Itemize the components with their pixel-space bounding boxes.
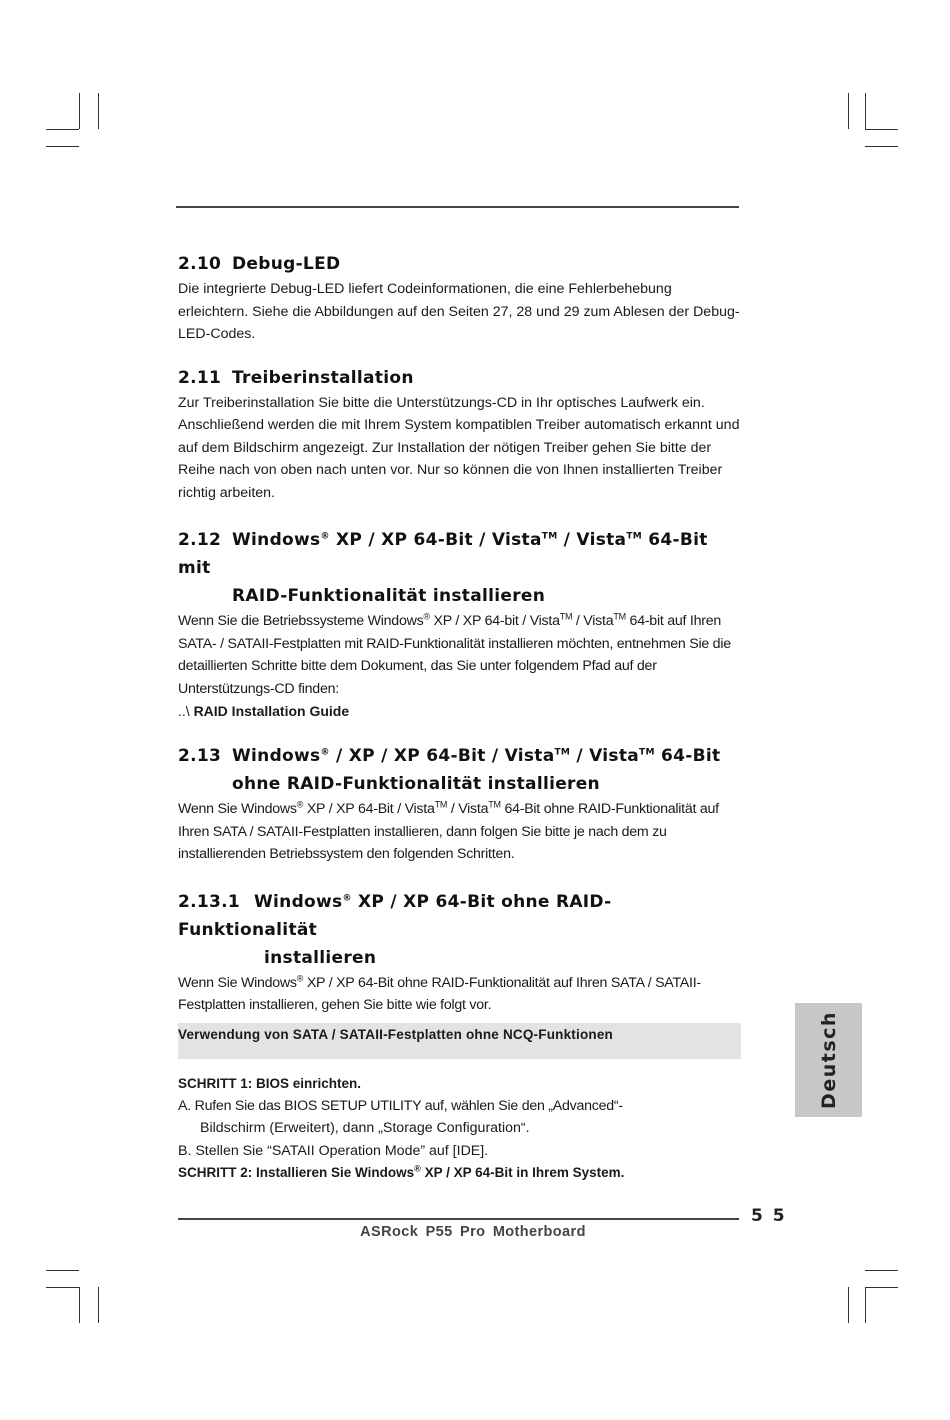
- step-text: SCHRITT 2: Installieren Sie Windows: [178, 1165, 415, 1180]
- ncq-note-box: Verwendung von SATA / SATAII-Festplatten ohne NCQ-Funktionen: [178, 1023, 741, 1059]
- crop-mark: [46, 1287, 79, 1288]
- trademark: TM: [541, 531, 558, 542]
- language-tab-label: Deutsch: [817, 1011, 840, 1109]
- registered-mark: ®: [423, 611, 430, 622]
- step-1-heading: SCHRITT 1: BIOS einrichten.: [178, 1075, 362, 1091]
- trademark: TM: [434, 799, 448, 810]
- heading-text: XP / XP 64-Bit / Vista: [329, 530, 542, 550]
- crop-mark: [46, 1270, 79, 1271]
- heading-text: Windows: [232, 746, 321, 766]
- footer-title: ASRock P55 Pro Motherboard: [360, 1224, 586, 1240]
- body-text: Wenn Sie Windows: [178, 974, 297, 991]
- section-heading-driver-install: [178, 364, 741, 392]
- step-1-a-cont: Bildschirm (Erweitert), dann „Storage Configuration“.: [200, 1120, 530, 1136]
- section-title: Treiberinstallation: [232, 367, 414, 388]
- header-rule: [176, 206, 739, 208]
- registered-mark: ®: [320, 531, 330, 542]
- crop-mark: [848, 1287, 849, 1323]
- crop-mark: [46, 129, 79, 130]
- section-number: 2.13.1: [178, 891, 241, 912]
- step-2-heading: [178, 1162, 741, 1184]
- step-text: XP / XP 64-Bit in Ihrem System.: [420, 1165, 625, 1180]
- body-text: XP / XP 64-Bit ohne RAID-Funktionalität auf Ihren SATA / SATAII-Festplatten installieren, gehen Sie bitte wie folgt vor.: [178, 974, 701, 1013]
- section-number: 2.10: [178, 254, 222, 274]
- section-number: 2.13: [178, 746, 222, 766]
- crop-mark: [865, 1270, 898, 1271]
- section-heading-debug-led: [178, 250, 741, 278]
- heading-text: XP / XP 64-Bit ohne RAID-Funktionalität: [178, 891, 612, 940]
- trademark: TM: [559, 611, 573, 622]
- section-body-non-raid-install: [178, 798, 741, 866]
- crop-mark: [46, 146, 79, 147]
- crop-mark: [865, 146, 898, 147]
- trademark: TM: [639, 747, 655, 758]
- registered-mark: ®: [296, 972, 304, 983]
- section-number: 2.12: [178, 530, 222, 550]
- heading-text: 64-Bit mit: [178, 530, 708, 578]
- section-body-xp-non-raid: [178, 972, 741, 1017]
- heading-text: RAID-Funktionalität installieren: [232, 586, 546, 606]
- raid-guide-path: [178, 700, 741, 722]
- crop-mark: [848, 93, 849, 129]
- step-1-a: A. Rufen Sie das BIOS SETUP UTILITY auf, wählen Sie den „Advanced“-: [178, 1097, 623, 1114]
- footer-rule: [178, 1218, 739, 1220]
- page-number: 5 5: [751, 1206, 787, 1226]
- trademark: TM: [613, 611, 626, 622]
- registered-mark: ®: [414, 1163, 421, 1174]
- body-text: Wenn Sie die Betriebssysteme Windows: [178, 613, 424, 629]
- step-1-b: B. Stellen Sie “SATAII Operation Mode” auf [IDE].: [178, 1142, 489, 1159]
- page-content: [178, 250, 741, 1184]
- body-text: / Vista: [572, 613, 614, 629]
- heading-text: / XP / XP 64-Bit / Vista: [329, 746, 555, 766]
- body-text: Wenn Sie Windows: [178, 801, 297, 817]
- path-prefix: ..\: [178, 703, 194, 719]
- body-text: 64-bit auf Ihren SATA- / SATAII-Festplatten mit RAID-Funktionalität installieren möchten, entnehmen Sie die detaillierten Schritte bitte dem Dokument, das Sie unter folgendem Pfad auf der Unterstützungs-CD finden:: [178, 613, 731, 697]
- crop-mark: [865, 1287, 898, 1288]
- crop-mark: [98, 93, 99, 129]
- body-text: 64-Bit ohne RAID-Funktionalität auf Ihren SATA / SATAII-Festplatten installieren, dann folgen Sie bitte je nach dem zu installierenden Betriebssystem den folgenden Schritten.: [178, 801, 719, 862]
- trademark: TM: [488, 799, 501, 810]
- registered-mark: ®: [296, 799, 304, 810]
- crop-mark: [865, 93, 866, 129]
- crop-mark: [865, 129, 898, 130]
- section-body-driver-install: Zur Treiberinstallation Sie bitte die Unterstützungs-CD in Ihr optisches Laufwerk ein. Anschließend werden die mit Ihrem System kompatiblen Treiber automatisch erkannt und auf dem Bildschirm angezeigt. Zur Installation der nötigen Treiber gehen Sie bitte der Reihe nach von oben nach unten vor. Nur so können die von Ihnen installierten Treiber richtig arbeiten.: [178, 394, 740, 501]
- section-body-debug-led: Die integrierte Debug-LED liefert Codeinformationen, die eine Fehlerbehebung erleichtern. Siehe die Abbildungen auf den Seiten 27, 28 und 29 zum Ablesen der Debug-LED-Codes.: [178, 281, 740, 342]
- registered-mark: ®: [342, 892, 352, 903]
- crop-mark: [79, 1287, 80, 1323]
- heading-text: / Vista: [557, 530, 627, 550]
- heading-text: / Vista: [570, 746, 640, 766]
- body-text: / Vista: [447, 801, 489, 817]
- section-heading-raid-install: [178, 526, 741, 610]
- section-heading-non-raid-install: [178, 742, 741, 798]
- body-text: XP / XP 64-bit / Vista: [429, 613, 560, 629]
- trademark: TM: [626, 531, 643, 542]
- crop-mark: [79, 93, 80, 129]
- section-title: Debug-LED: [232, 254, 341, 274]
- crop-mark: [865, 1287, 866, 1323]
- heading-text: Windows: [254, 891, 343, 912]
- heading-text: installieren: [264, 947, 377, 968]
- body-text: XP / XP 64-Bit / Vista: [303, 801, 435, 817]
- heading-text: Windows: [232, 530, 321, 550]
- registered-mark: ®: [320, 747, 330, 758]
- section-body-raid-install: [178, 610, 741, 700]
- crop-mark: [98, 1287, 99, 1323]
- heading-text: 64-Bit: [654, 746, 721, 766]
- section-number: 2.11: [178, 367, 222, 388]
- trademark: TM: [554, 747, 571, 758]
- section-heading-xp-non-raid: [178, 888, 741, 972]
- heading-text: ohne RAID-Funktionalität installieren: [232, 774, 600, 794]
- language-tab: [795, 1003, 862, 1117]
- path-text: RAID Installation Guide: [193, 703, 350, 719]
